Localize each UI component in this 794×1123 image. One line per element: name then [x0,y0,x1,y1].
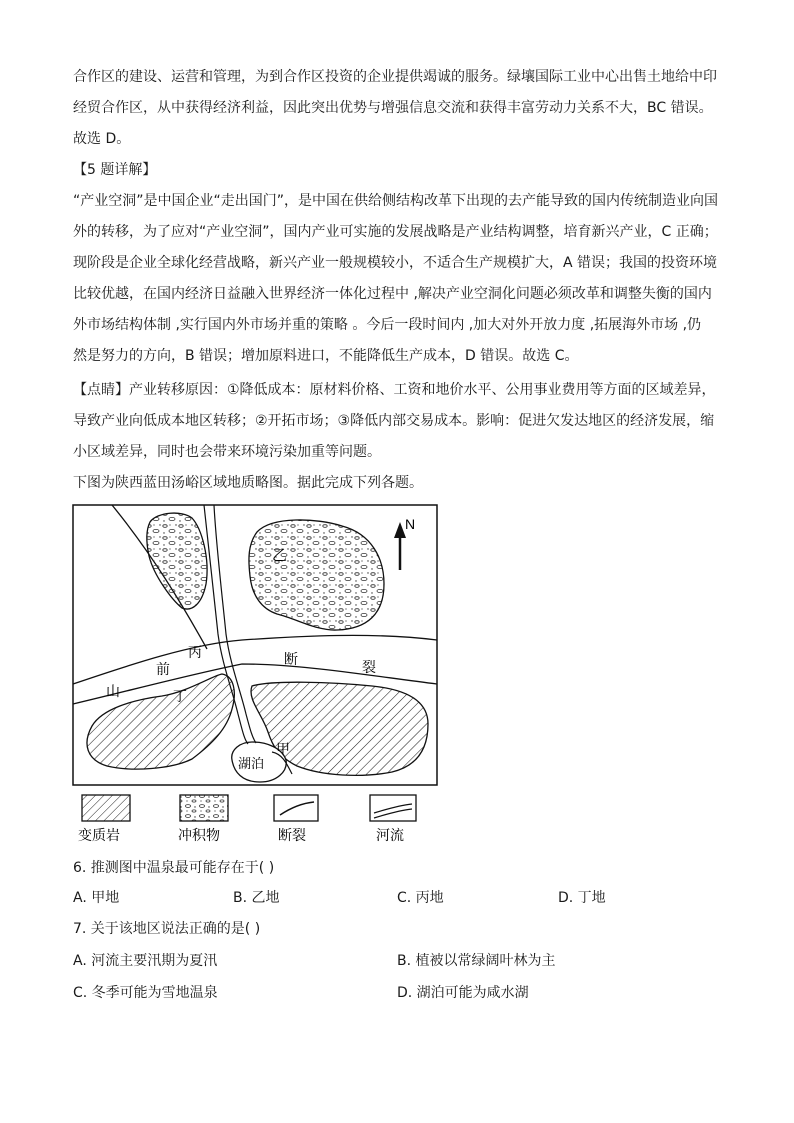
geology-map [72,504,438,786]
q6-option-a[interactable]: A. 甲地 [73,890,120,906]
legend-label-fault: 断裂 [278,828,306,844]
q6-option-b[interactable]: B. 乙地 [233,890,280,906]
q6-option-d[interactable]: D. 丁地 [558,890,606,906]
map-legend [72,793,432,849]
q7-option-a[interactable]: A. 河流主要汛期为夏汛 [73,953,218,969]
text-line: 然是努力的方向，B 错误；增加原料进口，不能降低生产成本，D 错误。故选 C。 [73,348,579,364]
text-line: 下图为陕西蓝田汤峪区域地质略图。据此完成下列各题。 [73,475,423,491]
label-yi: 乙 [272,546,288,564]
legend-label-alluvium: 冲积物 [178,828,220,844]
legend-label-metamorphic: 变质岩 [78,828,120,844]
text-line: 外的转移，为了应对“产业空洞”，国内产业可实施的发展战略是产业结构调整，培育新兴产业，C 正确； [73,224,718,240]
q7-option-d[interactable]: D. 湖泊可能为咸水湖 [397,985,529,1001]
text-line: 故选 D。 [73,131,131,147]
text-line: 【点睛】产业转移原因：①降低成本：原材料价格、工资和地价水平、公用事业费用等方面的区域差异， [73,382,716,398]
answer-paragraph-1 [73,62,723,155]
legend-label-river: 河流 [376,828,404,844]
text-line: “产业空洞”是中国企业“走出国门”，是中国在供给侧结构改革下出现的去产能导致的国内传统制造业向国 [73,193,719,209]
text-line: 合作区的建设、运营和管理，为到合作区投资的企业提供竭诚的服务。绿壤国际工业中心出售土地给中印 [73,69,717,85]
question-6-stem: 6. 推测图中温泉最可能存在于( ) [73,860,275,876]
tip-paragraph [73,375,723,468]
question-7-stem: 7. 关于该地区说法正确的是( ) [73,921,261,937]
legend-alluvium-swatch [180,795,228,821]
text-line: 小区域差异，同时也会带来环境污染加重等问题。 [73,444,381,460]
section-heading: 【5 题详解】 [73,162,157,178]
label-lie: 裂 [362,660,376,676]
answer-paragraph-2 [73,186,723,372]
label-duan: 断 [284,652,298,668]
text-line: 现阶段是企业全球化经营战略，新兴产业一般规模较小，不适合生产规模扩大，A 错误；我国的投资环境 [73,255,718,271]
legend-metamorphic-swatch [82,795,130,821]
label-jia: 甲 [276,742,290,758]
text-line: 外市场结构体制 ,实行国内外市场并重的策略 。今后一段时间内 ,加大对外开放力度 ,拓展海外市场 ,仍 [73,317,702,333]
q7-option-c[interactable]: C. 冬季可能为雪地温泉 [73,985,218,1001]
label-bing: 丙 [188,645,202,661]
legend-fault-swatch [274,795,318,821]
label-ding: 丁 [173,689,187,705]
q7-option-b[interactable]: B. 植被以常绿阔叶林为主 [397,953,556,969]
label-qian: 前 [156,662,170,678]
text-line: 比较优越，在国内经济日益融入世界经济一体化过程中 ,解决产业空洞化问题必须改革和调整失衡的国内 [73,286,712,302]
text-line: 导致产业向低成本地区转移；②开拓市场；③降低内部交易成本。影响：促进欠发达地区的经济发展，缩 [73,413,715,429]
q6-option-c[interactable]: C. 丙地 [397,890,444,906]
north-label: N [405,516,416,532]
q5-heading [73,155,723,186]
label-lake: 湖泊 [238,757,265,772]
text-line: 经贸合作区，从中获得经济利益，因此突出优势与增强信息交流和获得丰富劳动力关系不大，BC 错误。 [73,100,713,116]
label-shan: 山 [106,684,120,700]
figure-intro [73,468,723,499]
